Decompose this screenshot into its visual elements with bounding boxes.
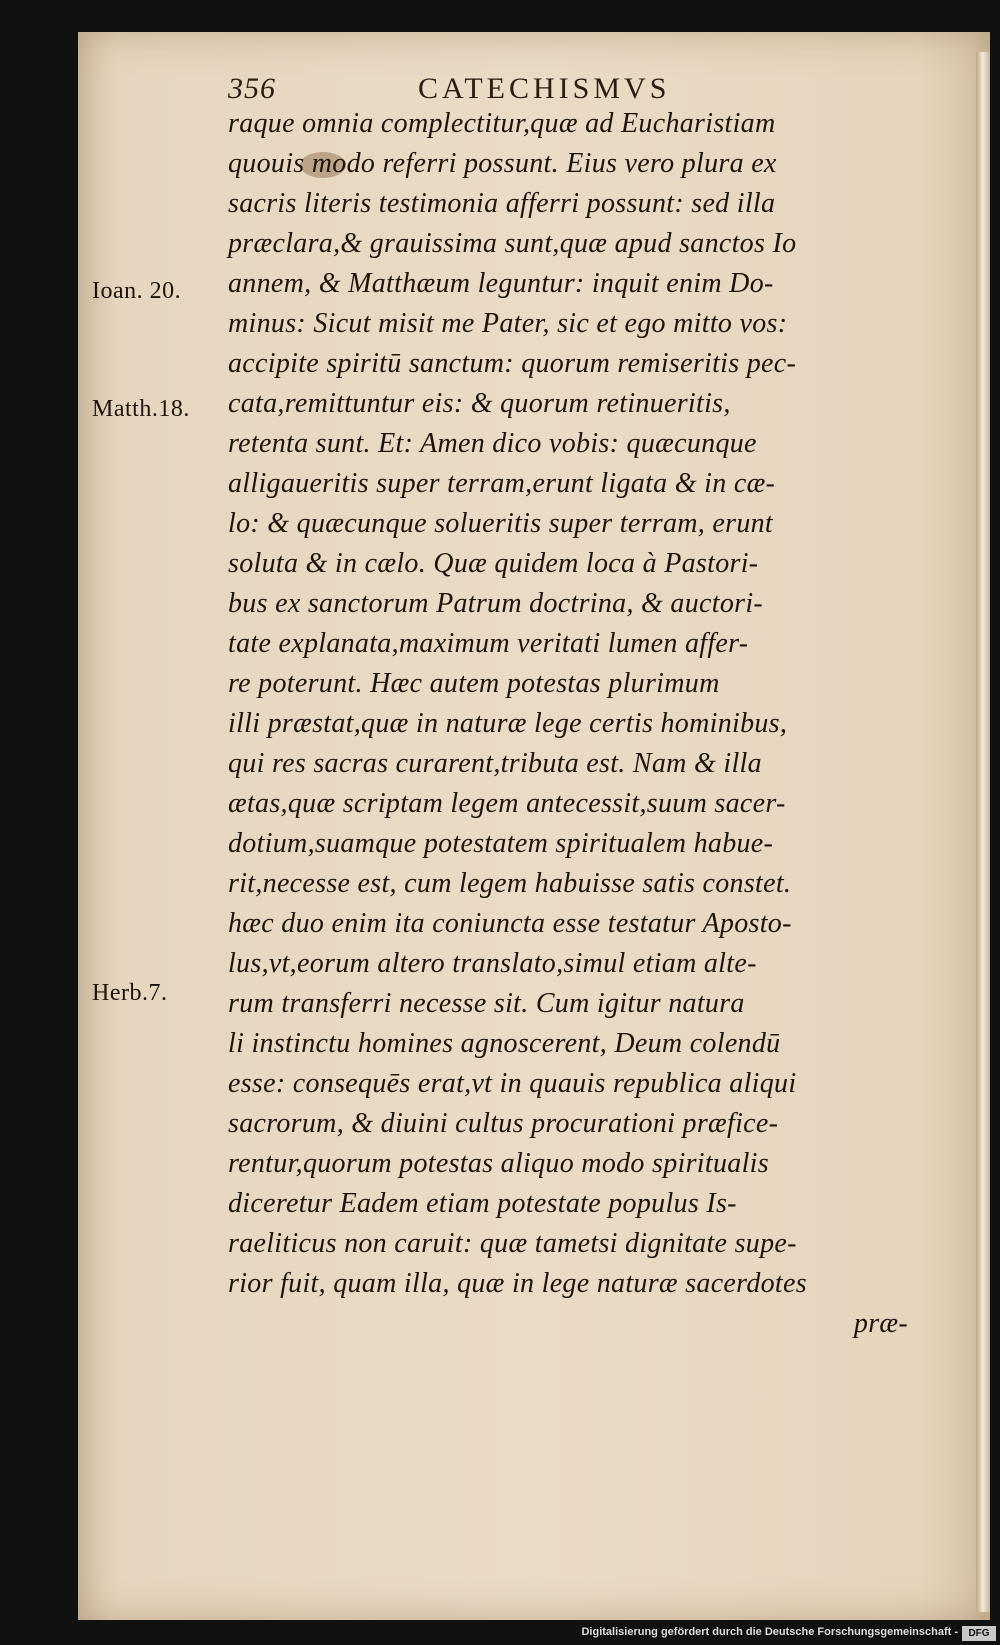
text-line: præclara,& grauissima sunt,quæ apud sanctos Io	[228, 228, 797, 259]
text-line: illi præstat,quæ in naturæ lege certis hominibus,	[228, 708, 788, 739]
text-line: annem, & Matthæum leguntur: inquit enim Do-	[228, 268, 774, 299]
text-line: re poterunt. Hæc autem potestas plurimum	[228, 668, 720, 699]
text-line: sacris literis testimonia afferri possunt: sed illa	[228, 188, 776, 219]
text-line: hæc duo enim ita coniuncta esse testatur Aposto-	[228, 908, 792, 939]
text-line: accipite spiritū sanctum: quorum remiseritis pec-	[228, 348, 797, 379]
text-line: rior fuit, quam illa, quæ in lege naturæ sacerdotes	[228, 1268, 807, 1299]
text-line: minus: Sicut misit me Pater, sic et ego mitto vos:	[228, 308, 788, 339]
text-line: raeliticus non caruit: quæ tametsi dignitate supe-	[228, 1228, 797, 1259]
text-line: dotium,suamque potestatem spiritualem habue-	[228, 828, 774, 859]
body-text	[228, 104, 908, 1344]
text-line: retenta sunt. Et: Amen dico vobis: quæcunque	[228, 428, 757, 459]
footer-bar	[0, 1623, 1000, 1645]
text-line: cata,remittuntur eis: & quorum retinueritis,	[228, 388, 731, 419]
text-line: ætas,quæ scriptam legem antecessit,suum sacer-	[228, 788, 786, 819]
margin-note-ioan: Ioan. 20.	[92, 278, 182, 304]
text-line: rit,necesse est, cum legem habuisse satis constet.	[228, 868, 792, 899]
text-line: quouis modo referri possunt. Eius vero plura ex	[228, 148, 777, 179]
text-line: lus,vt,eorum altero translato,simul etiam alte-	[228, 948, 757, 979]
page-edge	[976, 52, 990, 1612]
footer-credit: Digitalisierung gefördert durch die Deutsche Forschungsgemeinschaft -	[581, 1626, 958, 1638]
dfg-logo: DFG	[962, 1626, 996, 1641]
margin-note-herb: Herb.7.	[92, 980, 168, 1006]
catchword: præ-	[853, 1308, 908, 1339]
text-line: diceretur Eadem etiam potestate populus Is-	[228, 1188, 737, 1219]
running-head: CATECHISMVS	[418, 72, 671, 105]
text-line: lo: & quæcunque solueritis super terram, erunt	[228, 508, 773, 539]
text-line: rum transferri necesse sit. Cum igitur natura	[228, 988, 745, 1019]
margin-note-matth: Matth.18.	[92, 396, 190, 422]
text-line: alligaueritis super terram,erunt ligata & in cæ-	[228, 468, 776, 499]
text-line: sacrorum, & diuini cultus procurationi præfice-	[228, 1108, 779, 1139]
text-line: esse: consequēs erat,vt in quauis republica aliqui	[228, 1068, 797, 1099]
text-line: qui res sacras curarent,tributa est. Nam & illa	[228, 748, 762, 779]
text-line: tate explanata,maximum veritati lumen affer-	[228, 628, 749, 659]
page-number: 356	[228, 72, 276, 105]
text-line: raque omnia complectitur,quæ ad Eucharistiam	[228, 108, 776, 139]
text-line: rentur,quorum potestas aliquo modo spiritualis	[228, 1148, 769, 1179]
text-line: soluta & in cælo. Quæ quidem loca à Pastori-	[228, 548, 759, 579]
text-line: bus ex sanctorum Patrum doctrina, & auctori-	[228, 588, 764, 619]
text-line: li instinctu homines agnoscerent, Deum colendū	[228, 1028, 781, 1059]
